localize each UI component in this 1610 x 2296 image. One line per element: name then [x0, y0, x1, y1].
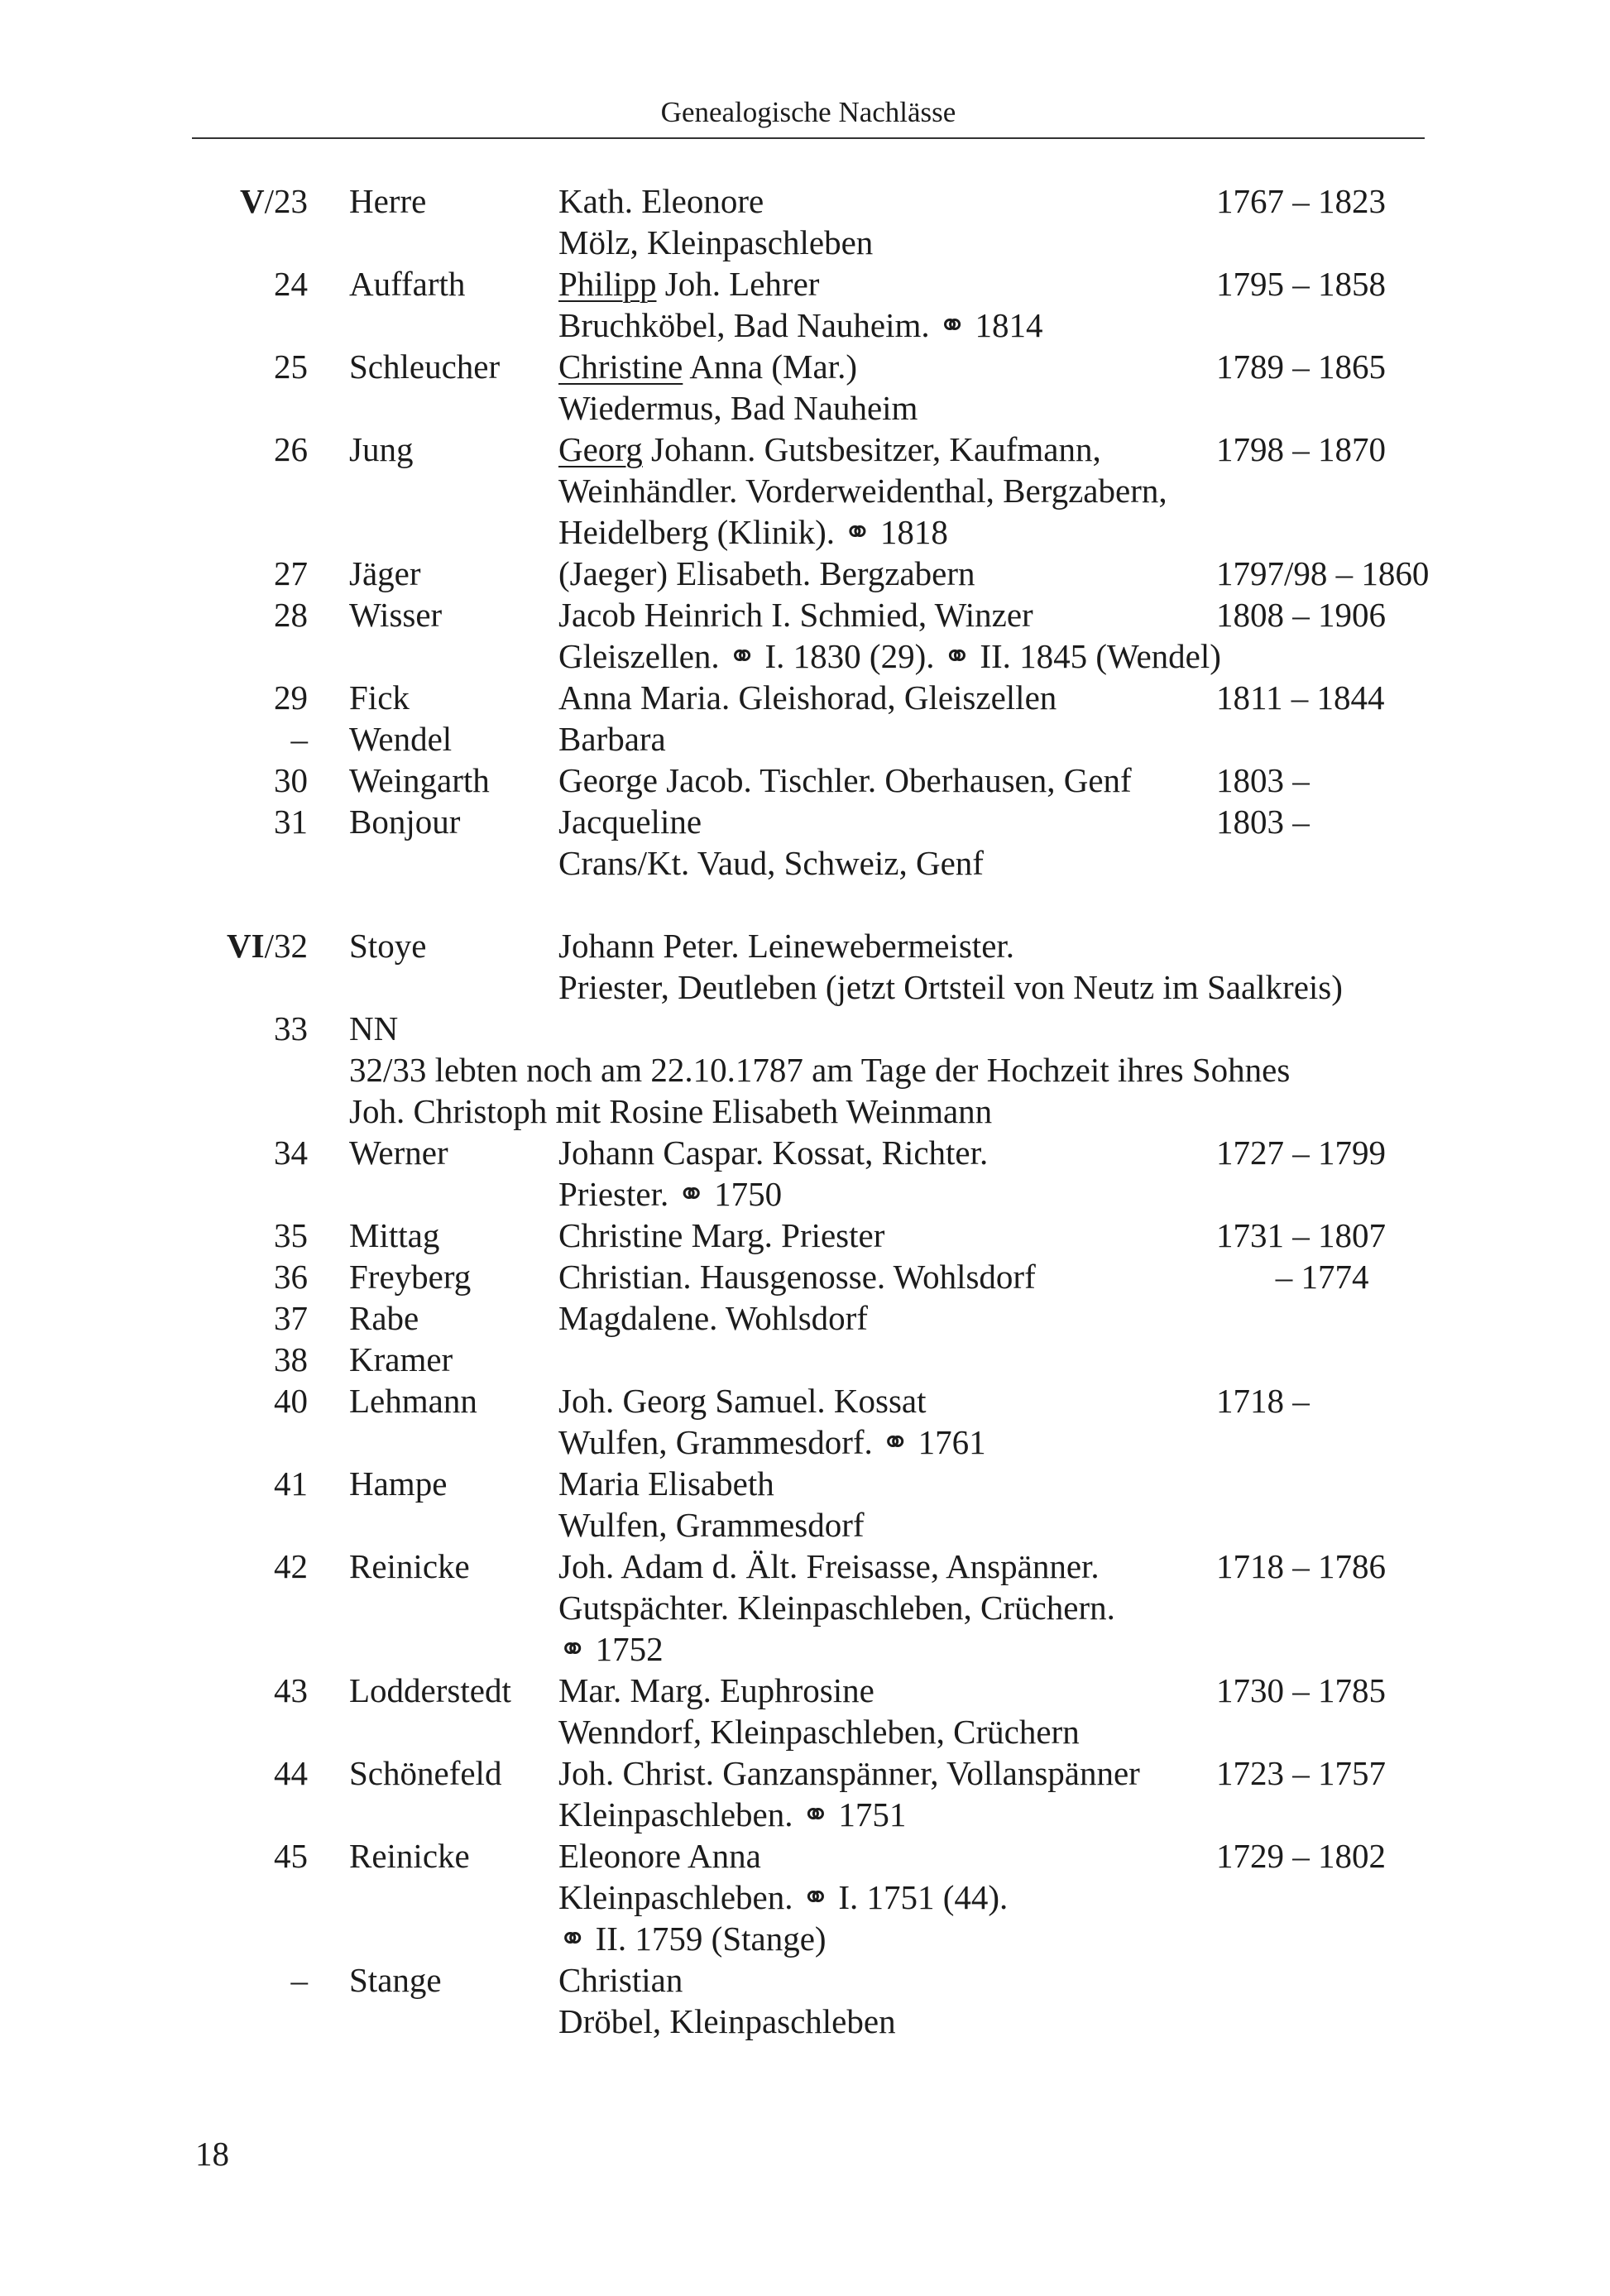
details-text: Wulfen, Grammesdorf. ⚭ 1761 [558, 1423, 986, 1461]
entry-number [0, 1297, 308, 1339]
table-row [0, 1504, 1610, 1546]
given-names-details [558, 1256, 1036, 1297]
table-row [0, 1752, 1610, 1794]
details-text: Anna Maria. Gleishorad, Gleiszellen [558, 678, 1057, 717]
entry-number-text: 41 [274, 1464, 308, 1503]
entry-number [0, 1918, 308, 1959]
entry-number [0, 1090, 308, 1132]
given-names-details [558, 1711, 1080, 1752]
entry-number-text: 27 [274, 554, 308, 592]
entry-number [0, 1670, 308, 1711]
surname: Werner [349, 1134, 448, 1172]
entry-number [0, 966, 308, 1008]
note-text: 32/33 lebten noch am 22.10.1787 am Tage der Hochzeit ihres Sohnes [349, 1051, 1291, 1089]
details-text: Crans/Kt. Vaud, Schweiz, Genf [558, 844, 984, 882]
entry-number-text: 25 [274, 348, 308, 386]
entry-number [0, 1587, 308, 1628]
entry-number [0, 925, 308, 966]
life-dates: 1727 – 1799 [1216, 1134, 1386, 1172]
entry-number [0, 594, 308, 635]
table-row [0, 222, 1610, 263]
entry-number-text: 37 [274, 1299, 308, 1337]
details-text: Joh. Lehrer [656, 265, 820, 303]
entry-number-text: 30 [274, 761, 308, 799]
entry-number [0, 222, 308, 263]
table-row [0, 1587, 1610, 1628]
table-row [0, 966, 1610, 1008]
entry-number [0, 1256, 308, 1297]
entry-number [0, 2001, 308, 2042]
details-text: Wulfen, Grammesdorf [558, 1506, 865, 1544]
surname: Lodderstedt [349, 1671, 511, 1709]
genealogy-table [0, 180, 1610, 2042]
given-names-details [558, 1504, 865, 1546]
life-dates: 1730 – 1785 [1216, 1671, 1386, 1709]
details-text: Dröbel, Kleinpaschleben [558, 2002, 896, 2040]
call-name-underlined: Philipp [558, 265, 657, 303]
note-text: Joh. Christoph mit Rosine Elisabeth Weinmann [349, 1092, 993, 1130]
table-row [0, 1711, 1610, 1752]
entry-number [0, 1421, 308, 1463]
surname: Weingarth [349, 761, 490, 799]
entry-number [0, 1877, 308, 1918]
details-text: Jacqueline [558, 803, 702, 841]
entry-number [0, 1173, 308, 1215]
entry-number-text: 26 [274, 430, 308, 468]
given-names-details [558, 760, 1132, 801]
entry-number [0, 677, 308, 718]
given-names-details [558, 1546, 1100, 1587]
entry-number [0, 387, 308, 429]
entry-number [0, 760, 308, 801]
details-text: Joh. Georg Samuel. Kossat [558, 1382, 927, 1420]
life-dates: 1808 – 1906 [1216, 596, 1386, 634]
details-text: Christian [558, 1961, 683, 1999]
entry-number [0, 1959, 308, 2001]
table-row [0, 1918, 1610, 1959]
table-row [0, 180, 1610, 222]
details-text: Christian. Hausgenosse. Wohlsdorf [558, 1258, 1036, 1296]
table-row [0, 677, 1610, 718]
table-row [0, 429, 1610, 470]
surname: Schleucher [349, 348, 501, 386]
given-names-details [558, 1670, 874, 1711]
given-names-details [558, 1587, 1115, 1628]
table-row [0, 1008, 1610, 1049]
table-row [0, 842, 1610, 884]
table-row [0, 346, 1610, 387]
life-dates: 1718 – 1786 [1216, 1547, 1386, 1585]
table-row [0, 760, 1610, 801]
surname: Lehmann [349, 1382, 477, 1420]
table-row [0, 1835, 1610, 1877]
given-names-details [558, 1297, 868, 1339]
table-row [0, 470, 1610, 511]
given-names-details [558, 263, 819, 304]
entry-number [0, 1835, 308, 1877]
entry-number-text: 42 [274, 1547, 308, 1585]
given-names-details [558, 1463, 774, 1504]
details-text: Magdalene. Wohlsdorf [558, 1299, 868, 1337]
entry-number [0, 1752, 308, 1794]
table-row [0, 1959, 1610, 2001]
header-rule [192, 137, 1425, 139]
table-row [0, 925, 1610, 966]
generation-label: V [239, 182, 265, 220]
life-dates: 1798 – 1870 [1216, 430, 1386, 468]
life-dates: 1797/98 – 1860 [1216, 554, 1430, 592]
details-text: Mölz, Kleinpaschleben [558, 223, 874, 261]
given-names-details [558, 1132, 988, 1173]
entry-number [0, 1132, 308, 1173]
details-text: Kath. Eleonore [558, 182, 764, 220]
given-names-details [558, 346, 857, 387]
surname: Bonjour [349, 803, 461, 841]
surname: Reinicke [349, 1837, 470, 1875]
given-names-details [558, 1380, 927, 1421]
details-text: Joh. Christ. Ganzanspänner, Vollanspänner [558, 1754, 1140, 1792]
entry-number-text: 33 [274, 1009, 308, 1047]
life-dates: – 1774 [1216, 1258, 1369, 1296]
details-text: Kleinpaschleben. ⚭ 1751 [558, 1795, 907, 1833]
given-names-details [558, 1421, 986, 1463]
entry-number [0, 1215, 308, 1256]
table-row [0, 304, 1610, 346]
entry-number [0, 346, 308, 387]
generation-label: VI [227, 927, 265, 965]
surname: Herre [349, 182, 427, 220]
entry-number [0, 263, 308, 304]
surname: Auffarth [349, 265, 466, 303]
table-row [0, 1215, 1610, 1256]
given-names-details [558, 180, 764, 222]
life-dates: 1811 – 1844 [1216, 678, 1385, 717]
entry-number-text: 38 [274, 1340, 308, 1378]
details-text: George Jacob. Tischler. Oberhausen, Genf [558, 761, 1132, 799]
surname: Stoye [349, 927, 427, 965]
table-row [0, 1049, 1610, 1090]
given-names-details [558, 1918, 827, 1959]
surname: Hampe [349, 1464, 448, 1503]
details-text: Wenndorf, Kleinpaschleben, Crüchern [558, 1713, 1080, 1751]
table-row [0, 2001, 1610, 2042]
given-names-details [558, 1215, 884, 1256]
entry-number [0, 1008, 308, 1049]
details-text: Bruchköbel, Bad Nauheim. ⚭ 1814 [558, 306, 1043, 344]
given-names-details [558, 635, 1221, 677]
entry-number [0, 429, 308, 470]
life-dates: 1789 – 1865 [1216, 348, 1386, 386]
table-row [0, 1463, 1610, 1504]
table-row [0, 553, 1610, 594]
entry-number-text: /23 [264, 182, 308, 220]
given-names-details [558, 429, 1101, 470]
details-text: Kleinpaschleben. ⚭ I. 1751 (44). [558, 1878, 1009, 1916]
surname: Freyberg [349, 1258, 472, 1296]
details-text: Weinhändler. Vorderweidenthal, Bergzabern, [558, 472, 1167, 510]
details-text: (Jaeger) Elisabeth. Bergzabern [558, 554, 975, 592]
page-number: 18 [195, 2135, 229, 2173]
details-text: Joh. Adam d. Ält. Freisasse, Anspänner. [558, 1547, 1100, 1585]
life-dates: 1795 – 1858 [1216, 265, 1386, 303]
details-text: Wiedermus, Bad Nauheim [558, 389, 918, 427]
given-names-details [558, 718, 666, 760]
details-text: Priester, Deutleben (jetzt Ortsteil von Neutz im Saalkreis) [558, 968, 1343, 1006]
life-dates: 1803 – [1216, 761, 1310, 799]
given-names-details [558, 470, 1167, 511]
surname: Rabe [349, 1299, 419, 1337]
given-names-details [558, 925, 1014, 966]
surname: Wisser [349, 596, 443, 634]
entry-number-text: – [290, 1961, 308, 1999]
given-names-details [558, 1173, 782, 1215]
entry-number-text: 35 [274, 1216, 308, 1254]
details-text: Christine Marg. Priester [558, 1216, 885, 1254]
entry-number-text: /32 [264, 927, 308, 965]
life-dates: 1729 – 1802 [1216, 1837, 1386, 1875]
table-row [0, 1628, 1610, 1670]
entry-number-text: 34 [274, 1134, 308, 1172]
table-row [0, 1256, 1610, 1297]
given-names-details [558, 511, 948, 553]
entry-number-text: 24 [274, 265, 308, 303]
table-row [0, 1546, 1610, 1587]
table-row [0, 1421, 1610, 1463]
entry-number-text: – [290, 720, 308, 758]
entry-number [0, 718, 308, 760]
entry-number [0, 553, 308, 594]
life-dates: 1767 – 1823 [1216, 182, 1386, 220]
surname: NN [349, 1009, 399, 1047]
life-dates: 1723 – 1757 [1216, 1754, 1386, 1792]
entry-number [0, 1546, 308, 1587]
given-names-details [558, 553, 975, 594]
given-names-details [558, 222, 873, 263]
given-names-details [558, 594, 1033, 635]
entry-number [0, 511, 308, 553]
entry-number [0, 1339, 308, 1380]
given-names-details [558, 1628, 664, 1670]
life-dates: 1718 – [1216, 1382, 1310, 1420]
given-names-details [558, 801, 702, 842]
table-row [0, 1132, 1610, 1173]
entry-number [0, 470, 308, 511]
table-row [0, 1090, 1610, 1132]
given-names-details [558, 1959, 683, 2001]
entry-number-text: 43 [274, 1671, 308, 1709]
details-text: ⚭ II. 1759 (Stange) [558, 1920, 827, 1958]
entry-number [0, 842, 308, 884]
details-text: Eleonore Anna [558, 1837, 761, 1875]
table-row [0, 1670, 1610, 1711]
surname: Fick [349, 678, 410, 717]
given-names-details [558, 966, 1343, 1008]
details-text: Johann Peter. Leinewebermeister. [558, 927, 1015, 965]
surname: Jung [349, 430, 414, 468]
given-names-details [558, 387, 918, 429]
entry-number [0, 1049, 308, 1090]
entry-number [0, 1504, 308, 1546]
given-names-details [558, 2001, 896, 2042]
surname: Jäger [349, 554, 421, 592]
surname: Schönefeld [349, 1754, 502, 1792]
entry-number-text: 36 [274, 1258, 308, 1296]
table-row [0, 1380, 1610, 1421]
entry-number [0, 1711, 308, 1752]
table-row [0, 718, 1610, 760]
details-text: Gutspächter. Kleinpaschleben, Crüchern. [558, 1589, 1115, 1627]
entry-number-text: 28 [274, 596, 308, 634]
given-names-details [558, 1752, 1140, 1794]
life-dates: 1803 – [1216, 803, 1310, 841]
running-header: Genealogische Nachlässe [660, 96, 956, 128]
call-name-underlined: Georg [558, 430, 643, 468]
given-names-details [558, 1835, 761, 1877]
table-row [0, 1877, 1610, 1918]
table-row [0, 1794, 1610, 1835]
surname: Kramer [349, 1340, 453, 1378]
details-text: Johann Caspar. Kossat, Richter. [558, 1134, 989, 1172]
details-text: Johann. Gutsbesitzer, Kaufmann, [642, 430, 1101, 468]
entry-number [0, 1628, 308, 1670]
table-row [0, 1339, 1610, 1380]
given-names-details [558, 1794, 906, 1835]
entry-number-text: 29 [274, 678, 308, 717]
surname: Reinicke [349, 1547, 470, 1585]
entry-number [0, 801, 308, 842]
entry-number-text: 40 [274, 1382, 308, 1420]
table-row [0, 594, 1610, 635]
entry-number [0, 1380, 308, 1421]
entry-number [0, 1794, 308, 1835]
table-row [0, 635, 1610, 677]
given-names-details [558, 304, 1042, 346]
life-dates: 1731 – 1807 [1216, 1216, 1386, 1254]
details-text: Anna (Mar.) [683, 348, 857, 386]
details-text: Priester. ⚭ 1750 [558, 1175, 783, 1213]
entry-number-text: 45 [274, 1837, 308, 1875]
surname: Mittag [349, 1216, 440, 1254]
table-row [0, 1173, 1610, 1215]
entry-number-text: 44 [274, 1754, 308, 1792]
surname: Wendel [349, 720, 453, 758]
table-row [0, 511, 1610, 553]
details-text: Heidelberg (Klinik). ⚭ 1818 [558, 513, 948, 551]
details-text: Maria Elisabeth [558, 1464, 774, 1503]
table-row [0, 263, 1610, 304]
given-names-details [558, 842, 984, 884]
details-text: Gleiszellen. ⚭ I. 1830 (29). ⚭ II. 1845 (Wendel) [558, 637, 1221, 675]
table-row [0, 1297, 1610, 1339]
entry-number [0, 304, 308, 346]
table-row [0, 387, 1610, 429]
entry-number [0, 1463, 308, 1504]
details-text: Jacob Heinrich I. Schmied, Winzer [558, 596, 1033, 634]
details-text: Barbara [558, 720, 666, 758]
surname: Stange [349, 1961, 442, 1999]
given-names-details [558, 1877, 1008, 1918]
call-name-underlined: Christine [558, 348, 683, 386]
details-text: Mar. Marg. Euphrosine [558, 1671, 874, 1709]
given-names-details [558, 677, 1057, 718]
entry-number [0, 180, 308, 222]
entry-number [0, 635, 308, 677]
details-text: ⚭ 1752 [558, 1630, 664, 1668]
entry-number-text: 31 [274, 803, 308, 841]
table-row [0, 801, 1610, 842]
